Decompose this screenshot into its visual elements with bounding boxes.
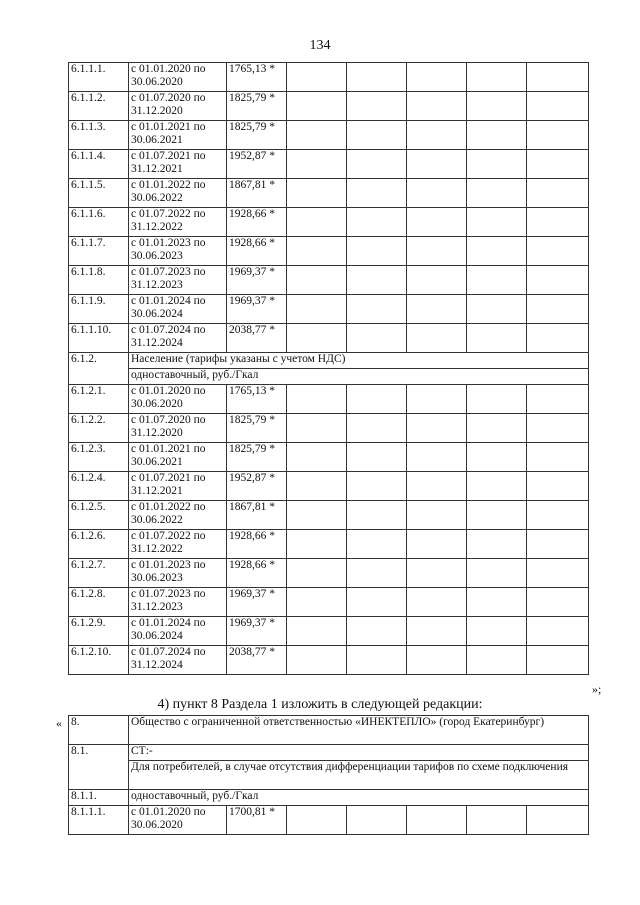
empty-cell (287, 92, 347, 121)
table-row (69, 443, 589, 472)
row-number: 6.1.1.4. (69, 150, 129, 179)
table-row (69, 472, 589, 501)
value-cell: 1928,66 * (227, 208, 287, 237)
empty-cell (527, 414, 589, 443)
empty-cell (527, 501, 589, 530)
value-cell: 1952,87 * (227, 472, 287, 501)
table-row (69, 806, 589, 835)
empty-cell (407, 121, 467, 150)
row-number: 6.1.2.2. (69, 414, 129, 443)
row-number: 6.1.1.7. (69, 237, 129, 266)
table-row (69, 790, 589, 806)
empty-cell (347, 501, 407, 530)
empty-cell (287, 646, 347, 675)
empty-cell (527, 443, 589, 472)
empty-cell (527, 646, 589, 675)
row-number: 6.1.2.7. (69, 559, 129, 588)
period-cell: с 01.07.2023 по 31.12.2023 (129, 266, 227, 295)
row-number: 6.1.2.5. (69, 501, 129, 530)
row-number: 8.1.1.1. (69, 806, 129, 835)
empty-cell (287, 501, 347, 530)
organization-name: Общество с ограниченной ответственностью «ИНЕКТЕПЛО» (город Екатеринбург) (129, 716, 589, 745)
row-number: 6.1.2.6. (69, 530, 129, 559)
row-number: 6.1.1.10. (69, 324, 129, 353)
period-cell: с 01.07.2024 по 31.12.2024 (129, 646, 227, 675)
value-cell: 1825,79 * (227, 414, 287, 443)
empty-cell (407, 472, 467, 501)
period-cell: с 01.07.2020 по 31.12.2020 (129, 414, 227, 443)
period-cell: с 01.01.2023 по 30.06.2023 (129, 559, 227, 588)
empty-cell (407, 385, 467, 414)
row-number: 6.1.1.6. (69, 208, 129, 237)
empty-cell (467, 92, 527, 121)
table-row (69, 559, 589, 588)
period-cell: с 01.01.2022 по 30.06.2022 (129, 501, 227, 530)
row-number: 6.1.2.8. (69, 588, 129, 617)
empty-cell (407, 414, 467, 443)
empty-cell (527, 63, 589, 92)
value-cell: 1969,37 * (227, 588, 287, 617)
group-subtitle: одноставочный, руб./Гкал (129, 369, 589, 385)
tariff-rows-a (69, 63, 589, 353)
value-cell: 1825,79 * (227, 121, 287, 150)
value-cell: 1825,79 * (227, 92, 287, 121)
table-row (69, 761, 589, 790)
table-row (69, 266, 589, 295)
empty-cell (467, 414, 527, 443)
empty-cell (287, 295, 347, 324)
empty-cell (467, 588, 527, 617)
period-cell: с 01.07.2021 по 31.12.2021 (129, 472, 227, 501)
empty-cell (287, 150, 347, 179)
empty-cell (347, 208, 407, 237)
empty-cell (407, 617, 467, 646)
empty-cell (287, 443, 347, 472)
empty-cell (287, 385, 347, 414)
empty-cell (407, 92, 467, 121)
value-cell: 1928,66 * (227, 237, 287, 266)
empty-cell (467, 559, 527, 588)
table-row (69, 92, 589, 121)
row-number: 6.1.2.1. (69, 385, 129, 414)
empty-cell (467, 501, 527, 530)
consumer-group: Для потребителей, в случае отсутствия дифференциации тарифов по схеме подключения (129, 761, 589, 790)
row-number: 6.1.2.4. (69, 472, 129, 501)
empty-cell (467, 208, 527, 237)
period-cell: с 01.07.2021 по 31.12.2021 (129, 150, 227, 179)
value-cell: 1928,66 * (227, 530, 287, 559)
empty-cell (287, 208, 347, 237)
period-cell: с 01.01.2022 по 30.06.2022 (129, 179, 227, 208)
empty-cell (527, 617, 589, 646)
row-number: 8.1. (69, 745, 129, 790)
period-cell: с 01.01.2020 по 30.06.2020 (129, 385, 227, 414)
empty-cell (407, 501, 467, 530)
empty-cell (407, 806, 467, 835)
period-cell: с 01.07.2023 по 31.12.2023 (129, 588, 227, 617)
period-cell: с 01.01.2024 по 30.06.2024 (129, 617, 227, 646)
empty-cell (467, 646, 527, 675)
group-header (69, 353, 589, 385)
empty-cell (347, 150, 407, 179)
period-cell: с 01.01.2021 по 30.06.2021 (129, 443, 227, 472)
row-number: 6.1.1.9. (69, 295, 129, 324)
row-number: 6.1.1.2. (69, 92, 129, 121)
period-cell: с 01.07.2020 по 31.12.2020 (129, 92, 227, 121)
value-cell: 1969,37 * (227, 295, 287, 324)
table-row (69, 414, 589, 443)
empty-cell (287, 179, 347, 208)
empty-cell (467, 237, 527, 266)
empty-cell (467, 121, 527, 150)
empty-cell (347, 324, 407, 353)
empty-cell (467, 295, 527, 324)
empty-cell (347, 121, 407, 150)
empty-cell (527, 324, 589, 353)
amendment-heading: 4) пункт 8 Раздела 1 изложить в следующей редакции: (157, 697, 483, 712)
value-cell: 1952,87 * (227, 150, 287, 179)
empty-cell (467, 385, 527, 414)
tariff-table-8 (68, 715, 589, 835)
empty-cell (347, 646, 407, 675)
empty-cell (347, 237, 407, 266)
empty-cell (407, 530, 467, 559)
empty-cell (527, 121, 589, 150)
empty-cell (467, 324, 527, 353)
empty-cell (347, 472, 407, 501)
empty-cell (527, 559, 589, 588)
value-cell: 2038,77 * (227, 646, 287, 675)
empty-cell (407, 63, 467, 92)
empty-cell (527, 266, 589, 295)
table-row (69, 353, 589, 369)
empty-cell (527, 150, 589, 179)
empty-cell (287, 324, 347, 353)
empty-cell (527, 530, 589, 559)
tariff-type: одноставочный, руб./Гкал (129, 790, 589, 806)
value-cell: 1700,81 * (227, 806, 287, 835)
empty-cell (347, 443, 407, 472)
empty-cell (347, 588, 407, 617)
empty-cell (287, 63, 347, 92)
empty-cell (347, 92, 407, 121)
row-number: 6.1.1.8. (69, 266, 129, 295)
row-number: 6.1.1.3. (69, 121, 129, 150)
period-cell: с 01.01.2020 по 30.06.2020 (129, 63, 227, 92)
empty-cell (407, 559, 467, 588)
empty-cell (347, 414, 407, 443)
empty-cell (467, 617, 527, 646)
empty-cell (407, 266, 467, 295)
closing-mark: »; (592, 682, 602, 696)
row-number: 8.1.1. (69, 790, 129, 806)
value-cell: 1867,81 * (227, 501, 287, 530)
empty-cell (287, 121, 347, 150)
tariff-table (68, 62, 589, 675)
table-row (69, 63, 589, 92)
empty-cell (467, 443, 527, 472)
value-cell: 1825,79 * (227, 443, 287, 472)
empty-cell (527, 208, 589, 237)
row-number: 6.1.2.10. (69, 646, 129, 675)
empty-cell (287, 806, 347, 835)
system-label: СТ:- (129, 745, 589, 761)
period-cell: с 01.07.2024 по 31.12.2024 (129, 324, 227, 353)
value-cell: 1765,13 * (227, 63, 287, 92)
empty-cell (407, 443, 467, 472)
empty-cell (467, 530, 527, 559)
empty-cell (347, 559, 407, 588)
empty-cell (287, 530, 347, 559)
period-cell: с 01.01.2024 по 30.06.2024 (129, 295, 227, 324)
empty-cell (287, 472, 347, 501)
table-row (69, 369, 589, 385)
empty-cell (527, 806, 589, 835)
row-number: 6.1.1.1. (69, 63, 129, 92)
period-cell: с 01.01.2023 по 30.06.2023 (129, 237, 227, 266)
table-row (69, 501, 589, 530)
empty-cell (287, 617, 347, 646)
row-number: 6.1.1.5. (69, 179, 129, 208)
empty-cell (347, 385, 407, 414)
table-row (69, 208, 589, 237)
empty-cell (347, 266, 407, 295)
empty-cell (527, 92, 589, 121)
value-cell: 1928,66 * (227, 559, 287, 588)
empty-cell (527, 295, 589, 324)
table-row (69, 385, 589, 414)
period-cell: с 01.01.2020 по 30.06.2020 (129, 806, 227, 835)
empty-cell (347, 530, 407, 559)
opening-mark: « (56, 716, 62, 730)
empty-cell (407, 150, 467, 179)
period-cell: с 01.01.2021 по 30.06.2021 (129, 121, 227, 150)
empty-cell (347, 617, 407, 646)
empty-cell (347, 179, 407, 208)
empty-cell (467, 806, 527, 835)
empty-cell (527, 588, 589, 617)
row-number: 8. (69, 716, 129, 745)
value-cell: 2038,77 * (227, 324, 287, 353)
table-row (69, 646, 589, 675)
table-row (69, 617, 589, 646)
table-row (69, 179, 589, 208)
empty-cell (347, 63, 407, 92)
table-row (69, 150, 589, 179)
table-row (69, 530, 589, 559)
table-row (69, 716, 589, 745)
row-number: 6.1.2.3. (69, 443, 129, 472)
page-number: 134 (309, 38, 331, 53)
value-cell: 1969,37 * (227, 617, 287, 646)
empty-cell (287, 559, 347, 588)
table-row (69, 745, 589, 761)
empty-cell (407, 646, 467, 675)
empty-cell (407, 295, 467, 324)
row-number: 6.1.2. (69, 353, 129, 385)
empty-cell (407, 208, 467, 237)
table-row (69, 588, 589, 617)
empty-cell (527, 385, 589, 414)
empty-cell (527, 237, 589, 266)
period-cell: с 01.07.2022 по 31.12.2022 (129, 208, 227, 237)
empty-cell (407, 588, 467, 617)
row-number: 6.1.2.9. (69, 617, 129, 646)
value-cell: 1765,13 * (227, 385, 287, 414)
value-cell: 1969,37 * (227, 266, 287, 295)
empty-cell (467, 179, 527, 208)
empty-cell (407, 324, 467, 353)
empty-cell (287, 266, 347, 295)
empty-cell (407, 237, 467, 266)
period-cell: с 01.07.2022 по 31.12.2022 (129, 530, 227, 559)
empty-cell (527, 179, 589, 208)
empty-cell (287, 414, 347, 443)
table-row (69, 295, 589, 324)
tariff-rows-b (69, 385, 589, 675)
empty-cell (347, 806, 407, 835)
empty-cell (467, 472, 527, 501)
empty-cell (467, 266, 527, 295)
empty-cell (467, 63, 527, 92)
empty-cell (347, 295, 407, 324)
value-cell: 1867,81 * (227, 179, 287, 208)
empty-cell (287, 588, 347, 617)
empty-cell (407, 179, 467, 208)
group-title: Население (тарифы указаны с учетом НДС) (129, 353, 589, 369)
empty-cell (287, 237, 347, 266)
table-row (69, 121, 589, 150)
empty-cell (527, 472, 589, 501)
table-row (69, 237, 589, 266)
table-row (69, 324, 589, 353)
empty-cell (467, 150, 527, 179)
